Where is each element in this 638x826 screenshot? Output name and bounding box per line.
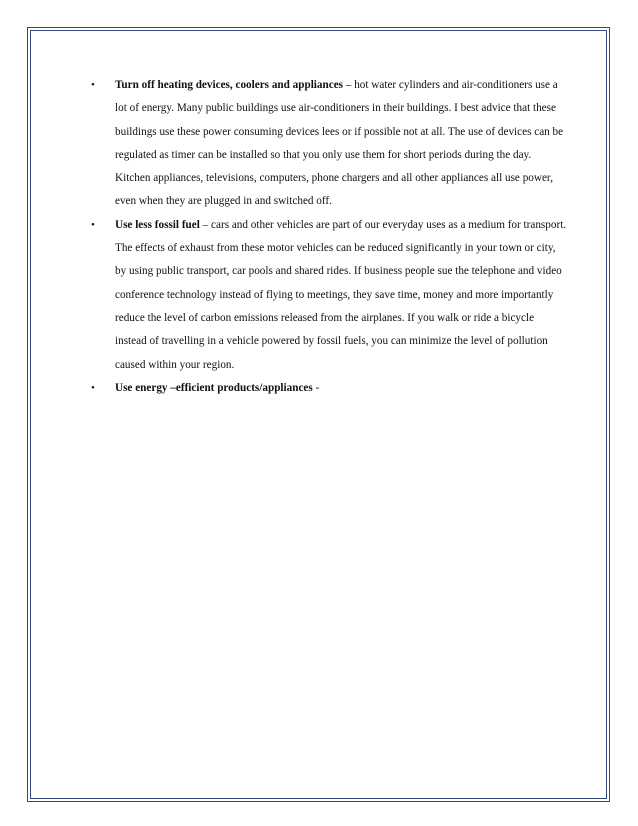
item-body: cars and other vehicles are part of our everyday uses as a medium for transport. The effects of exhaust from these motor vehicles can be reduced significantly in your town or city, by using public transport, car pools and shared rides. If business people sue the telephone and video conference technology instead of flying to meetings, they save time, money and more importantly reduce the level of carbon emissions released from the airplanes. If you walk or ride a bicycle instead of travelling in a vehicle powered by fossil fuels, you can minimize the level of pollution caused within your region. [115, 218, 567, 371]
item-separator: – [199, 218, 212, 231]
item-heading: Turn off heating devices, coolers and appliances [115, 79, 344, 91]
bullet-list [88, 74, 568, 400]
bullet-icon: • [91, 381, 95, 394]
list-item [88, 214, 568, 377]
item-heading: Use less fossil fuel [115, 218, 200, 231]
bullet-icon: • [91, 79, 95, 91]
item-body: hot water cylinders and air-conditioners use a lot of energy. Many public buildings use air-conditioners in their buildings. I best advice that these buildings use these power consuming devices lees or if possible not at all. The use of devices can be regulated as timer can be installed so that you only use them for short periods during the day. Kitchen appliances, televisions, computers, phone chargers and all other appliances all use power, even when they are plugged in and switched off. [115, 79, 564, 208]
list-item [88, 74, 568, 214]
item-separator: - [312, 381, 320, 394]
item-separator: – [343, 79, 355, 91]
document-body [88, 74, 568, 400]
bullet-icon: • [91, 218, 95, 231]
item-heading: Use energy –efficient products/appliances [115, 381, 313, 394]
list-item [88, 377, 568, 400]
